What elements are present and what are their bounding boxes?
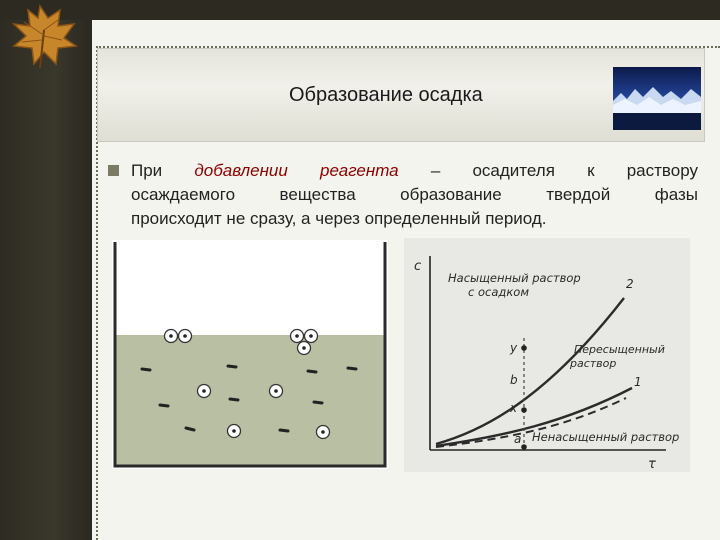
left-decor-strip	[0, 0, 92, 540]
unsaturated-region-label: Ненасыщенный раствор	[532, 430, 680, 444]
x-axis-label: τ	[648, 457, 656, 472]
bullet-paragraph	[131, 159, 698, 231]
point-x-label: x	[510, 401, 518, 415]
bullet-line-1-end: – осадителя к раствору	[430, 161, 698, 180]
bullet-line-2: осаждаемого вещества образование твердой фазы	[131, 185, 698, 204]
bullet-line-1	[131, 159, 698, 183]
top-decor-strip	[0, 0, 720, 20]
curve-1-label: 1	[634, 375, 642, 389]
bullet-line-3: происходит не сразу, а через определенный период.	[131, 209, 547, 228]
beaker-illustration	[112, 240, 388, 469]
y-axis-label: c	[414, 259, 422, 274]
saturated-region-label: Насыщенный раствор с осадком	[448, 271, 581, 299]
bullet-line-1-start: При	[131, 161, 163, 180]
slide-title: Образование осадка	[289, 84, 483, 106]
point-a-label: a	[514, 432, 522, 446]
bullet-emphasis: добавлении реагента	[194, 161, 399, 180]
bullet-marker	[108, 165, 119, 176]
point-b-label: b	[510, 373, 518, 387]
autumn-leaf-icon	[0, 0, 85, 70]
solubility-graph	[404, 238, 690, 472]
solution-fill	[115, 335, 385, 466]
point-y-label: y	[510, 341, 518, 355]
supersaturated-region-label: Пересыщенный раствор	[570, 343, 665, 370]
ice-photo-image	[613, 67, 701, 130]
curve-2-label: 2	[626, 277, 634, 291]
